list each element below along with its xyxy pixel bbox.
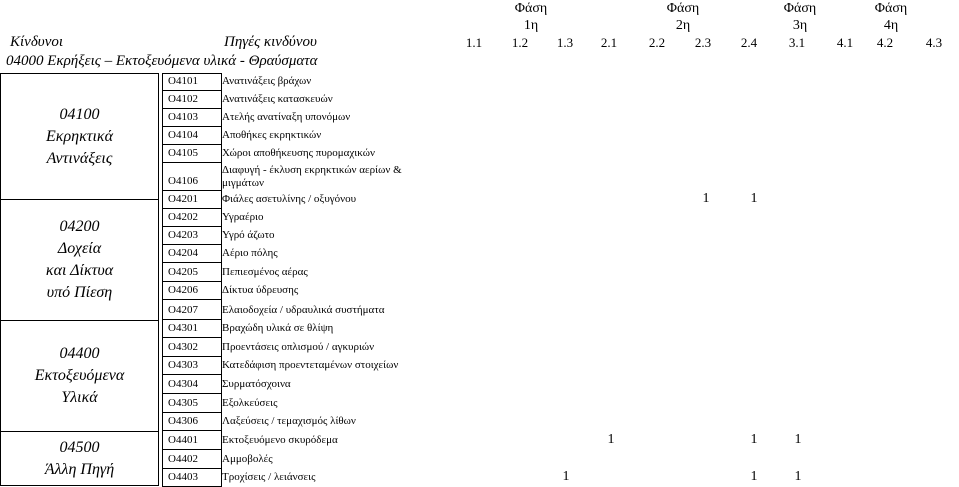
group-name: Άλλη Πηγή xyxy=(44,460,115,478)
phase-mark: 1 xyxy=(794,469,802,484)
row-divider xyxy=(162,226,221,227)
group-name: Υλικά xyxy=(61,389,98,406)
subphase-label: 1.2 xyxy=(511,35,529,50)
hazard-code: O4104 xyxy=(168,129,198,141)
hazard-description: Φιάλες ασετυλίνης / οξυγόνου xyxy=(222,193,357,205)
phase-ordinal: 1η xyxy=(523,18,539,33)
row-divider xyxy=(162,90,221,91)
hazard-description: Υγρό άζωτο xyxy=(222,229,275,241)
hazard-sources-header: Πηγές κινδύνου xyxy=(224,34,317,50)
row-divider xyxy=(162,449,221,450)
hazard-code: O4402 xyxy=(168,453,198,465)
subphase-label: 2.1 xyxy=(600,35,618,50)
hazard-description: Ελαιοδοχεία / υδραυλικά συστήματα xyxy=(222,304,385,316)
subphase-label: 1.1 xyxy=(465,35,483,50)
row-divider xyxy=(162,281,221,282)
hazard-code: O4101 xyxy=(168,75,198,87)
hazard-code: O4305 xyxy=(168,397,198,409)
hazard-description: Συρματόσχοινα xyxy=(222,378,291,390)
phase-3-header xyxy=(775,0,825,34)
row-divider xyxy=(162,393,221,394)
group-code: 04100 xyxy=(59,105,100,123)
subphase-label: 4.1 xyxy=(836,35,854,50)
phase-label: Φάση xyxy=(514,1,548,16)
subphase-label: 4.3 xyxy=(925,35,943,50)
hazard-code: O4201 xyxy=(168,193,198,205)
phase-label: Φάση xyxy=(874,1,908,16)
row-divider xyxy=(162,244,221,245)
group-name: Εκρηκτικά xyxy=(46,127,113,145)
phase-4-header xyxy=(866,0,916,34)
subphase-label: 3.1 xyxy=(788,35,806,50)
row-divider xyxy=(162,356,221,357)
row-divider xyxy=(162,299,221,300)
phase-mark: 1 xyxy=(750,191,758,206)
hazard-description: Αμμοβολές xyxy=(222,453,273,465)
hazard-code: O4403 xyxy=(168,471,198,483)
group-name: και Δίκτυα xyxy=(45,262,114,279)
hazard-code: O4304 xyxy=(168,378,198,390)
row-divider xyxy=(162,208,221,209)
subphase-label: 2.4 xyxy=(740,35,758,50)
hazard-description: Αποθήκες εκρηκτικών xyxy=(222,129,322,141)
subphase-label: 2.3 xyxy=(694,35,712,50)
row-divider xyxy=(162,319,221,320)
hazard-description: Προεντάσεις οπλισμού / αγκυριών xyxy=(222,341,375,353)
hazard-description: Βραχώδη υλικά σε θλίψη xyxy=(222,322,334,334)
phase-2-header xyxy=(658,0,708,34)
group-04400 xyxy=(0,320,159,432)
hazard-description: Διαφυγή - έκλυση εκρηκτικών αερίων & xyxy=(222,164,402,176)
phase-mark: 1 xyxy=(607,432,615,447)
hazard-description-cont: μιγμάτων xyxy=(222,177,265,189)
group-code: 04500 xyxy=(59,438,100,456)
hazard-code: O4202 xyxy=(168,211,198,223)
group-name: Αντινάξεις xyxy=(46,149,113,167)
hazard-code: O4103 xyxy=(168,111,198,123)
group-code: 04200 xyxy=(59,218,100,235)
group-04100 xyxy=(0,73,159,200)
phase-ordinal: 3η xyxy=(792,18,808,33)
row-divider xyxy=(162,108,221,109)
phase-mark: 1 xyxy=(750,432,758,447)
hazard-code: O4204 xyxy=(168,247,198,259)
row-divider xyxy=(162,412,221,413)
hazard-description: Λαξεύσεις / τεμαχισμός λίθων xyxy=(222,415,356,427)
column-divider xyxy=(221,73,222,487)
group-code: 04400 xyxy=(59,345,100,362)
hazard-description: Εκτοξευόμενο σκυρόδεμα xyxy=(222,434,338,446)
hazard-code: O4102 xyxy=(168,93,198,105)
hazard-code: O4207 xyxy=(168,304,198,316)
row-divider xyxy=(162,374,221,375)
group-name: Δοχεία xyxy=(57,240,102,257)
phase-mark: 1 xyxy=(562,469,570,484)
hazards-header: Κίνδυνοι xyxy=(10,34,64,50)
phase-label: Φάση xyxy=(783,1,817,16)
subphase-label: 2.2 xyxy=(648,35,666,50)
hazard-code: O4205 xyxy=(168,266,198,278)
row-divider xyxy=(162,126,221,127)
subphase-label: 4.2 xyxy=(876,35,894,50)
phase-ordinal: 2η xyxy=(675,18,691,33)
row-divider xyxy=(162,190,221,191)
row-divider xyxy=(162,144,221,145)
subphase-label: 1.3 xyxy=(556,35,574,50)
phase-ordinal: 4η xyxy=(883,18,899,33)
phase-mark: 1 xyxy=(794,432,802,447)
row-divider xyxy=(162,262,221,263)
hazard-description: Ατελής ανατίναξη υπονόμων xyxy=(222,111,351,123)
phase-1-header xyxy=(506,0,556,34)
phase-mark: 1 xyxy=(750,469,758,484)
hazard-description xyxy=(222,164,402,190)
hazard-code: O4105 xyxy=(168,147,198,159)
hazard-description: Δίκτυα ύδρευσης xyxy=(222,284,299,296)
row-divider xyxy=(162,162,221,163)
hazard-code: O4401 xyxy=(168,434,198,446)
hazard-description: Αέριο πόλης xyxy=(222,247,278,259)
hazard-description: Κατεδάφιση προεντεταμένων στοιχείων xyxy=(222,359,399,371)
column-divider xyxy=(162,73,163,487)
hazard-description: Υγραέριο xyxy=(222,211,264,223)
hazard-code: O4203 xyxy=(168,229,198,241)
hazard-code: O4303 xyxy=(168,359,198,371)
hazard-code: O4106 xyxy=(168,175,198,187)
group-04500 xyxy=(0,431,159,486)
phase-label: Φάση xyxy=(666,1,700,16)
hazard-description: Τροχίσεις / λειάνσεις xyxy=(222,471,316,483)
hazard-code: O4306 xyxy=(168,415,198,427)
row-divider xyxy=(162,430,221,431)
hazard-code: O4302 xyxy=(168,341,198,353)
group-name: υπό Πίεση xyxy=(46,284,113,301)
hazard-description: Ανατινάξεις κατασκευών xyxy=(222,93,333,105)
row-divider xyxy=(162,337,221,338)
hazard-description: Πεπιεσμένος αέρας xyxy=(222,266,308,278)
hazard-code: O4301 xyxy=(168,322,198,334)
phase-mark: 1 xyxy=(702,191,710,206)
hazard-description: Εξολκεύσεις xyxy=(222,397,278,409)
hazard-description: Ανατινάξεις βράχων xyxy=(222,75,312,87)
hazard-description: Χώροι αποθήκευσης πυρομαχικών xyxy=(222,147,375,159)
group-04200 xyxy=(0,199,159,321)
row-divider xyxy=(162,468,221,469)
hazard-code: O4206 xyxy=(168,284,198,296)
section-title: 04000 Εκρήξεις – Εκτοξευόμενα υλικά - Θραύσματα xyxy=(6,53,318,69)
row-divider xyxy=(162,73,221,74)
group-name: Εκτοξευόμενα xyxy=(34,367,125,384)
